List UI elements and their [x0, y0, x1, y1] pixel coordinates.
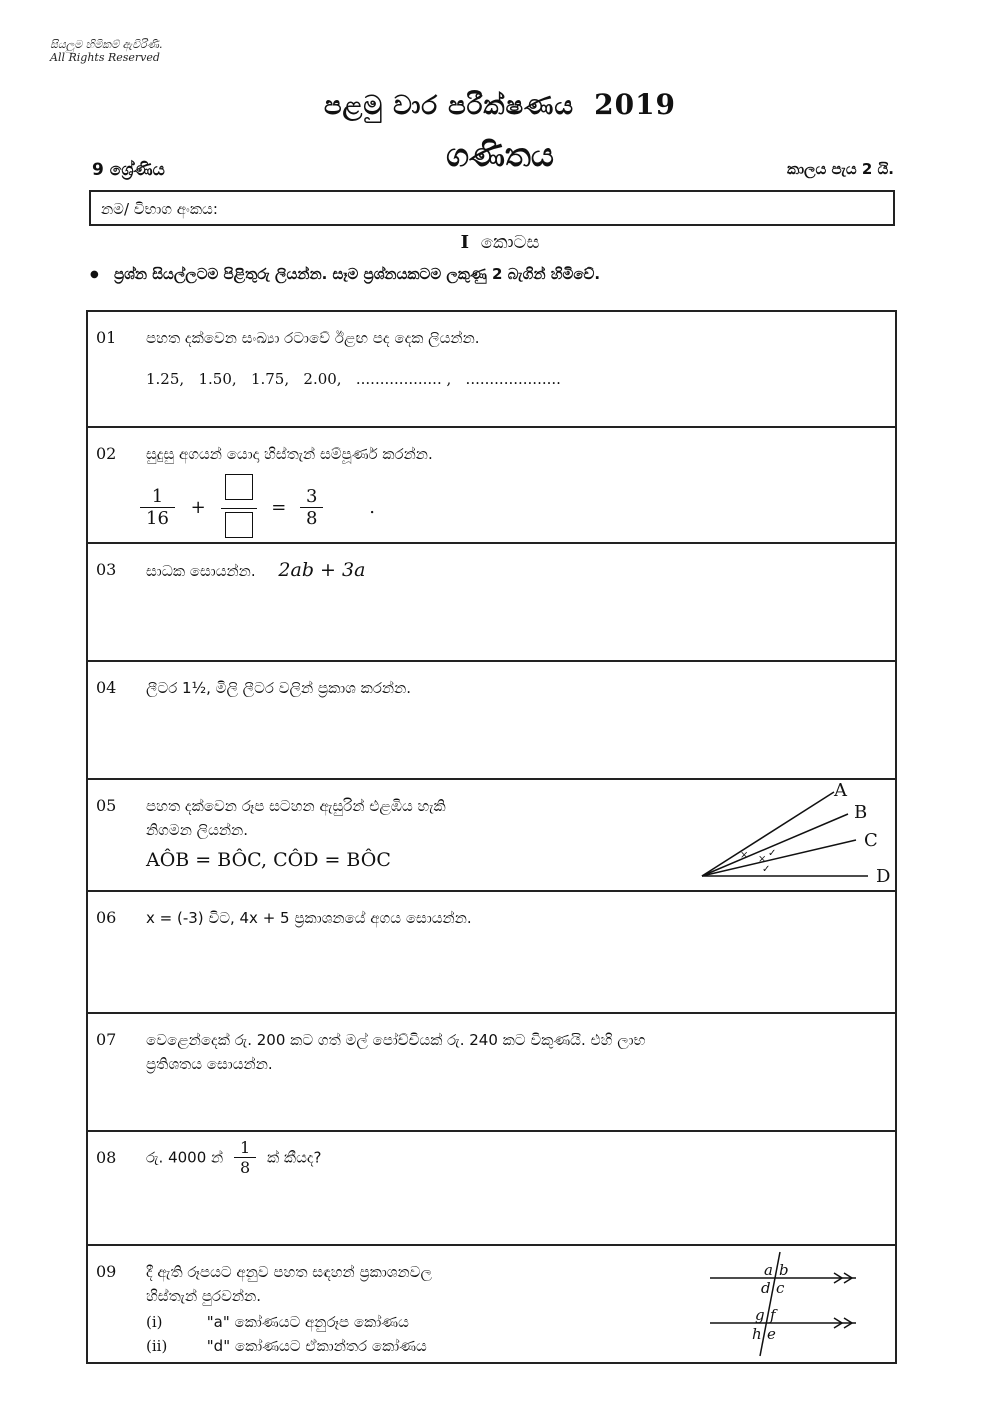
angle-label-c: c — [776, 1279, 785, 1297]
sub-item-1 — [146, 1310, 432, 1334]
fraction-numerator: 1 — [234, 1138, 256, 1158]
question-row-08 — [88, 1132, 895, 1246]
question-row-09 — [88, 1246, 895, 1362]
point-label-b: B — [854, 802, 868, 823]
fraction-denominator: 16 — [146, 508, 169, 529]
fraction-lhs — [140, 486, 175, 529]
question-text: පහත දක්වෙන සංඛ්‍යා රටාවේ ඊළඟ පද දෙක ලියන්න. — [146, 329, 480, 347]
copyright-notice — [50, 38, 162, 64]
angle-mark: ✓ — [768, 848, 777, 859]
question-text-line2: ප්‍රතිශතය සොයන්න. — [146, 1055, 273, 1073]
fraction-denominator: 8 — [239, 1158, 251, 1177]
question-row-01 — [88, 312, 895, 428]
exam-title — [0, 88, 1000, 122]
fraction-numerator: 3 — [300, 486, 323, 508]
question-row-06 — [88, 892, 895, 1014]
trailing-dot: . — [369, 497, 375, 518]
angle-label-e: e — [767, 1325, 776, 1343]
angle-label-b: b — [779, 1261, 789, 1279]
equals-sign: = — [271, 497, 287, 518]
question-number: 06 — [96, 908, 117, 927]
fraction — [234, 1138, 256, 1177]
fraction-rhs — [300, 486, 323, 529]
angle-label-d: d — [761, 1279, 771, 1297]
angle-label-a: a — [764, 1261, 773, 1279]
angle-mark: × — [758, 854, 767, 865]
sub-item-text: "d" කෝණයට ඒකාන්තර කෝණය — [206, 1337, 427, 1355]
question-number: 01 — [96, 328, 117, 347]
question-number: 03 — [96, 560, 117, 579]
fraction-equation — [140, 472, 375, 543]
ray-oc — [702, 840, 856, 876]
instruction-text: ප්‍රශ්න සියල්ලටම පිළිතුරු ලියන්න. සෑම ප්‍රශ්නයකටම ලකුණු 2 බැගින් හිමිවේ. — [113, 265, 601, 283]
angle-label-f: f — [770, 1306, 776, 1324]
question-number: 07 — [96, 1030, 117, 1049]
question-text: x = (-3) විට, 4x + 5 ප්‍රකාශනයේ අගය සොයන්න. — [146, 909, 472, 927]
bullet-icon: ● — [90, 269, 99, 280]
sub-item-label: (ii) — [146, 1337, 168, 1355]
name-index-label: නම/ විභාග අංකය: — [101, 200, 218, 218]
question-text-line1: දී ඇති රූපයට අනුව පහත සඳහන් ප්‍රකාශනවල — [146, 1263, 432, 1281]
question-text-b: ක් කීයද? — [266, 1148, 322, 1167]
question-text: ලීටර 1½, මිලි ලීටර වලින් ප්‍රකාශ කරන්න. — [146, 679, 412, 697]
point-label-d: D — [876, 866, 891, 887]
angle-expression: AÔB = BÔC, CÔD = BÔC — [146, 849, 391, 871]
instruction — [90, 265, 600, 283]
question-row-07 — [88, 1014, 895, 1132]
question-number: 09 — [96, 1262, 117, 1281]
point-label-a: A — [834, 780, 847, 801]
name-index-field[interactable] — [89, 190, 895, 226]
question-table — [86, 310, 897, 1364]
question-row-03 — [88, 544, 895, 662]
question-text: සාධක සොයන්න. — [146, 562, 256, 580]
section-label: කොටස — [480, 232, 540, 253]
question-text: සුදුසු අගයන් යොදා හිස්තැන් සම්පූර්ණ කරන්න. — [146, 445, 433, 463]
exam-title-text: පළමු වාර පරීක්ෂණය — [323, 91, 575, 121]
question-row-04 — [88, 662, 895, 780]
algebraic-expression: 2ab + 3a — [278, 559, 366, 581]
sub-item-text: "a" කෝණයට අනුරූප කෝණය — [206, 1313, 409, 1331]
copyright-sinhala: සියලුම හිමිකම් ඇවිරිණි. — [50, 38, 163, 51]
sub-item-2 — [146, 1334, 432, 1358]
sub-item-label: (i) — [146, 1313, 163, 1331]
question-number: 08 — [96, 1148, 117, 1167]
angle-diagram — [688, 780, 893, 890]
question-text-line2: හිස්තැන් පුරවන්න. — [146, 1287, 262, 1305]
parallel-lines-diagram — [706, 1246, 866, 1360]
question-text-line1: පහත දක්වෙන රූප සටහන ඇසුරින් එළඹිය හැකි — [146, 797, 446, 815]
point-label-c: C — [864, 830, 878, 851]
grade-label: 9 ශ්‍රේණිය — [92, 160, 165, 180]
number-sequence: 1.25, 1.50, 1.75, 2.00, .................. , .................... — [146, 370, 561, 388]
blank-numerator-box[interactable] — [225, 474, 253, 500]
section-roman: I — [460, 232, 469, 253]
question-row-05 — [88, 780, 895, 892]
angle-mark: ✓ — [762, 864, 771, 875]
question-number: 05 — [96, 796, 117, 815]
section-heading — [0, 232, 1000, 253]
angle-mark: × — [740, 850, 749, 861]
fraction-denominator: 8 — [306, 508, 318, 529]
angle-label-h: h — [752, 1325, 762, 1343]
question-text-line1: වෙළෙන්දෙක් රු. 200 කට ගත් මල් පෝච්චියක් රු. 240 කට විකුණයි. එහි ලාභ — [146, 1031, 646, 1049]
question-number: 02 — [96, 444, 117, 463]
plus-sign: + — [190, 497, 206, 518]
blank-denominator-box[interactable] — [225, 512, 253, 538]
ray-ob — [702, 814, 848, 876]
fraction-blank[interactable] — [221, 472, 257, 543]
question-row-02 — [88, 428, 895, 544]
exam-year: 2019 — [594, 88, 677, 121]
question-text-line2: නිගමන ලියන්න. — [146, 821, 248, 839]
subject-title: ගණිතය — [446, 136, 554, 174]
question-number: 04 — [96, 678, 117, 697]
question-text-a: රු. 4000 න් — [146, 1148, 224, 1167]
angle-label-g: g — [755, 1306, 765, 1324]
time-label: කාලය පැය 2 යි. — [786, 160, 894, 178]
copyright-english: All Rights Reserved — [50, 51, 160, 64]
fraction-numerator: 1 — [140, 486, 175, 508]
